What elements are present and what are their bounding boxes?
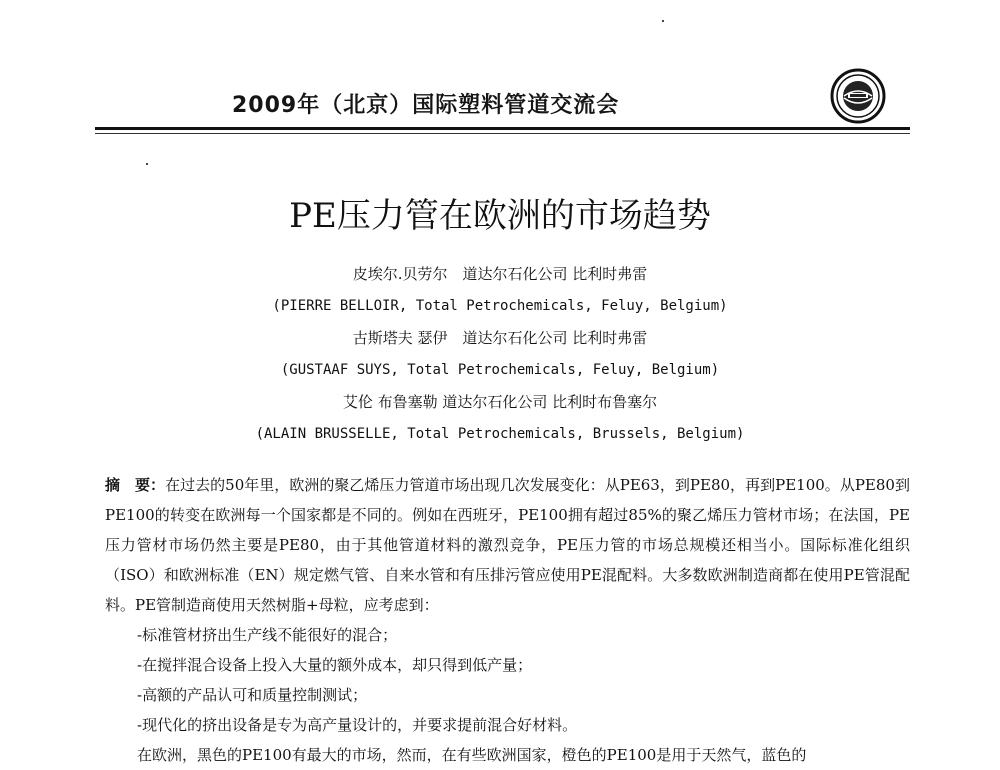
scan-speck (662, 20, 664, 22)
author-en-3: (ALAIN BRUSSELLE, Total Petrochemicals, Brussels, Belgium) (255, 426, 745, 442)
author-cn-3: 艾伦 布鲁塞勒 道达尔石化公司 比利时布鲁塞尔 (342, 393, 658, 411)
author-cn-2: 古斯塔夫 瑟伊 道达尔石化公司 比利时弗雷 (352, 329, 648, 347)
conference-header (95, 60, 910, 132)
consideration-list (137, 620, 917, 740)
list-item: -标准管材挤出生产线不能很好的混合； (137, 626, 398, 644)
list-item: -在搅拌混合设备上投入大量的额外成本，却只得到低产量； (137, 656, 533, 674)
abstract-text: 在过去的50年里，欧洲的聚乙烯压力管道市场出现几次发展变化：从PE63，到PE80，再到PE100。从PE80到PE100的转变在欧洲每一个国家都是不同的。例如在西班牙，PE100拥有超过85%的聚乙烯压力管材市场；在法国，PE压力管材市场仍然主要是PE80，由于其他管道材料的激烈竞争，PE压力管的市场总规模还相当小。国际标准化组织（ISO）和欧洲标准（EN）规定燃气管、自来水管和有压排污管应使用PE混配料。大多数欧洲制造商都在使用PE管混配料。PE管制造商使用天然树脂+母粒，应考虑到： (105, 476, 910, 614)
conference-seal-icon (830, 68, 886, 124)
header-rule-thin (95, 133, 910, 134)
author-en-1: (PIERRE BELLOIR, Total Petrochemicals, Feluy, Belgium) (272, 298, 728, 314)
abstract-paragraph (105, 470, 910, 620)
list-item: -高额的产品认可和质量控制测试； (137, 686, 368, 704)
list-item: -现代化的挤出设备是专为高产量设计的，并要求提前混合好材料。 (137, 716, 578, 734)
author-cn-1: 皮埃尔.贝劳尔 道达尔石化公司 比利时弗雷 (352, 265, 648, 283)
partial-paragraph-line: 在欧洲，黑色的PE100有最大的市场，然而，在有些欧洲国家，橙色的PE100是用于天然气，蓝色的 (137, 746, 807, 764)
paper-title: PE压力管在欧洲的市场趋势 (289, 196, 711, 236)
author-en-2: (GUSTAAF SUYS, Total Petrochemicals, Feluy, Belgium) (280, 362, 720, 378)
author-block (0, 258, 1000, 450)
header-rule-thick (95, 127, 910, 130)
conference-title: 2009年（北京）国际塑料管道交流会 (232, 93, 620, 118)
abstract-label: 摘 要： (105, 476, 166, 494)
scan-speck (146, 163, 148, 165)
